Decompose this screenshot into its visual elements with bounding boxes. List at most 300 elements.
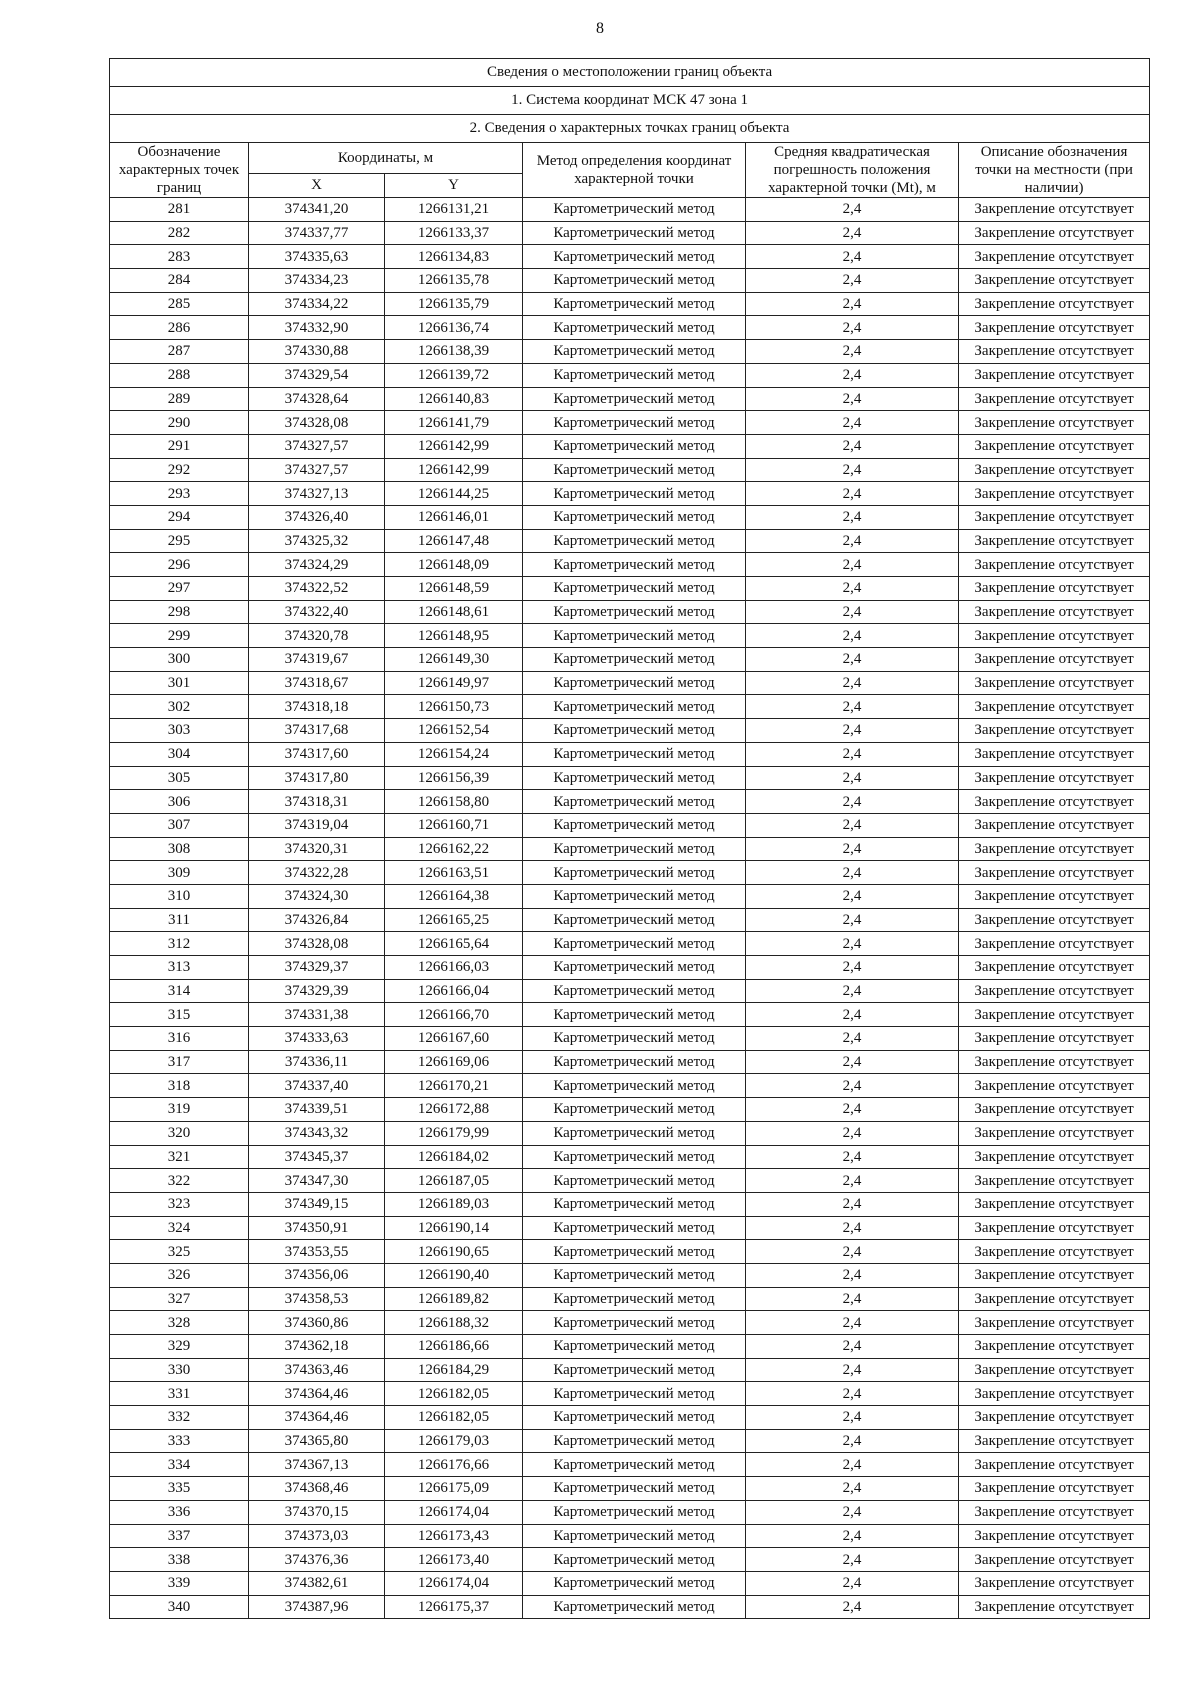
cell-y: 1266148,59 — [385, 577, 523, 601]
cell-x: 374324,29 — [249, 553, 385, 577]
cell-method: Картометрический метод — [523, 1358, 746, 1382]
cell-description: Закрепление отсутствует — [959, 1027, 1150, 1051]
cell-error: 2,4 — [746, 434, 959, 458]
cell-description: Закрепление отсутствует — [959, 411, 1150, 435]
cell-error: 2,4 — [746, 648, 959, 672]
table-row — [110, 648, 1150, 672]
cell-x: 374362,18 — [249, 1335, 385, 1359]
cell-x: 374329,54 — [249, 363, 385, 387]
cell-method: Картометрический метод — [523, 1216, 746, 1240]
cell-y: 1266175,09 — [385, 1477, 523, 1501]
cell-y: 1266149,97 — [385, 671, 523, 695]
table-row — [110, 1074, 1150, 1098]
cell-error: 2,4 — [746, 221, 959, 245]
cell-x: 374325,32 — [249, 529, 385, 553]
cell-description: Закрепление отсутствует — [959, 292, 1150, 316]
cell-description: Закрепление отсутствует — [959, 1595, 1150, 1619]
cell-x: 374376,36 — [249, 1548, 385, 1572]
cell-method: Картометрический метод — [523, 1382, 746, 1406]
cell-method: Картометрический метод — [523, 1500, 746, 1524]
cell-description: Закрепление отсутствует — [959, 600, 1150, 624]
cell-description: Закрепление отсутствует — [959, 837, 1150, 861]
cell-description: Закрепление отсутствует — [959, 861, 1150, 885]
cell-x: 374333,63 — [249, 1027, 385, 1051]
cell-method: Картометрический метод — [523, 861, 746, 885]
cell-y: 1266190,65 — [385, 1240, 523, 1264]
cell-error: 2,4 — [746, 813, 959, 837]
cell-point: 282 — [110, 221, 249, 245]
table-body — [110, 198, 1150, 1619]
cell-point: 285 — [110, 292, 249, 316]
table-row — [110, 837, 1150, 861]
table-row — [110, 221, 1150, 245]
cell-y: 1266156,39 — [385, 766, 523, 790]
cell-method: Картометрический метод — [523, 1595, 746, 1619]
cell-error: 2,4 — [746, 624, 959, 648]
table-row — [110, 1524, 1150, 1548]
cell-description: Закрепление отсутствует — [959, 1335, 1150, 1359]
cell-method: Картометрический метод — [523, 1003, 746, 1027]
table-row — [110, 908, 1150, 932]
table-row — [110, 1571, 1150, 1595]
cell-y: 1266179,03 — [385, 1429, 523, 1453]
cell-x: 374322,28 — [249, 861, 385, 885]
cell-error: 2,4 — [746, 884, 959, 908]
cell-error: 2,4 — [746, 316, 959, 340]
cell-description: Закрепление отсутствует — [959, 577, 1150, 601]
cell-error: 2,4 — [746, 837, 959, 861]
cell-y: 1266167,60 — [385, 1027, 523, 1051]
cell-method: Картометрический метод — [523, 1240, 746, 1264]
cell-point: 284 — [110, 269, 249, 293]
cell-point: 291 — [110, 434, 249, 458]
cell-x: 374326,84 — [249, 908, 385, 932]
cell-point: 311 — [110, 908, 249, 932]
table-row — [110, 458, 1150, 482]
cell-description: Закрепление отсутствует — [959, 1406, 1150, 1430]
cell-point: 281 — [110, 198, 249, 222]
cell-error: 2,4 — [746, 695, 959, 719]
cell-y: 1266166,70 — [385, 1003, 523, 1027]
cell-point: 296 — [110, 553, 249, 577]
cell-error: 2,4 — [746, 1003, 959, 1027]
cell-method: Картометрический метод — [523, 884, 746, 908]
cell-method: Картометрический метод — [523, 529, 746, 553]
cell-error: 2,4 — [746, 1477, 959, 1501]
cell-method: Картометрический метод — [523, 1548, 746, 1572]
cell-error: 2,4 — [746, 1595, 959, 1619]
cell-x: 374358,53 — [249, 1287, 385, 1311]
cell-method: Картометрический метод — [523, 648, 746, 672]
cell-y: 1266166,04 — [385, 979, 523, 1003]
cell-x: 374327,57 — [249, 434, 385, 458]
cell-point: 292 — [110, 458, 249, 482]
cell-y: 1266146,01 — [385, 505, 523, 529]
cell-error: 2,4 — [746, 529, 959, 553]
cell-method: Картометрический метод — [523, 837, 746, 861]
cell-point: 289 — [110, 387, 249, 411]
cell-error: 2,4 — [746, 1192, 959, 1216]
cell-description: Закрепление отсутствует — [959, 956, 1150, 980]
cell-x: 374320,78 — [249, 624, 385, 648]
cell-y: 1266182,05 — [385, 1406, 523, 1430]
table-row — [110, 434, 1150, 458]
cell-error: 2,4 — [746, 1429, 959, 1453]
cell-point: 331 — [110, 1382, 249, 1406]
cell-description: Закрепление отсутствует — [959, 719, 1150, 743]
cell-method: Картометрический метод — [523, 1169, 746, 1193]
cell-description: Закрепление отсутствует — [959, 1098, 1150, 1122]
cell-point: 319 — [110, 1098, 249, 1122]
cell-y: 1266131,21 — [385, 198, 523, 222]
cell-point: 295 — [110, 529, 249, 553]
cell-description: Закрепление отсутствует — [959, 505, 1150, 529]
cell-point: 327 — [110, 1287, 249, 1311]
cell-y: 1266160,71 — [385, 813, 523, 837]
cell-description: Закрепление отсутствует — [959, 340, 1150, 364]
table-row — [110, 932, 1150, 956]
table-title-location: Сведения о местоположении границ объекта — [110, 59, 1150, 87]
cell-description: Закрепление отсутствует — [959, 1050, 1150, 1074]
cell-method: Картометрический метод — [523, 363, 746, 387]
table-row — [110, 1027, 1150, 1051]
cell-point: 294 — [110, 505, 249, 529]
cell-method: Картометрический метод — [523, 482, 746, 506]
cell-point: 297 — [110, 577, 249, 601]
cell-error: 2,4 — [746, 1311, 959, 1335]
cell-y: 1266150,73 — [385, 695, 523, 719]
cell-error: 2,4 — [746, 1216, 959, 1240]
cell-method: Картометрический метод — [523, 671, 746, 695]
cell-x: 374322,52 — [249, 577, 385, 601]
table-row — [110, 719, 1150, 743]
table-row — [110, 1121, 1150, 1145]
cell-method: Картометрический метод — [523, 813, 746, 837]
cell-x: 374332,90 — [249, 316, 385, 340]
cell-y: 1266184,02 — [385, 1145, 523, 1169]
cell-x: 374319,04 — [249, 813, 385, 837]
cell-x: 374373,03 — [249, 1524, 385, 1548]
table-title-coordinate-system: 1. Система координат МСК 47 зона 1 — [110, 87, 1150, 115]
cell-method: Картометрический метод — [523, 577, 746, 601]
cell-method: Картометрический метод — [523, 1074, 746, 1098]
cell-x: 374328,64 — [249, 387, 385, 411]
cell-method: Картометрический метод — [523, 1453, 746, 1477]
cell-error: 2,4 — [746, 245, 959, 269]
cell-point: 290 — [110, 411, 249, 435]
cell-point: 330 — [110, 1358, 249, 1382]
cell-method: Картометрический метод — [523, 221, 746, 245]
table-row — [110, 1358, 1150, 1382]
cell-x: 374329,37 — [249, 956, 385, 980]
cell-description: Закрепление отсутствует — [959, 269, 1150, 293]
table-row — [110, 1453, 1150, 1477]
cell-description: Закрепление отсутствует — [959, 1358, 1150, 1382]
cell-error: 2,4 — [746, 458, 959, 482]
cell-x: 374343,32 — [249, 1121, 385, 1145]
cell-method: Картометрический метод — [523, 1311, 746, 1335]
cell-description: Закрепление отсутствует — [959, 553, 1150, 577]
cell-y: 1266173,40 — [385, 1548, 523, 1572]
cell-description: Закрепление отсутствует — [959, 1192, 1150, 1216]
cell-method: Картометрический метод — [523, 956, 746, 980]
cell-description: Закрепление отсутствует — [959, 316, 1150, 340]
cell-description: Закрепление отсутствует — [959, 648, 1150, 672]
table-row — [110, 1263, 1150, 1287]
cell-error: 2,4 — [746, 956, 959, 980]
cell-description: Закрепление отсутствует — [959, 529, 1150, 553]
cell-error: 2,4 — [746, 790, 959, 814]
cell-description: Закрепление отсутствует — [959, 695, 1150, 719]
cell-x: 374319,67 — [249, 648, 385, 672]
cell-error: 2,4 — [746, 1335, 959, 1359]
cell-description: Закрепление отсутствует — [959, 1145, 1150, 1169]
cell-point: 312 — [110, 932, 249, 956]
cell-x: 374339,51 — [249, 1098, 385, 1122]
cell-point: 321 — [110, 1145, 249, 1169]
table-row — [110, 1240, 1150, 1264]
table-row — [110, 813, 1150, 837]
cell-point: 310 — [110, 884, 249, 908]
table-row — [110, 1406, 1150, 1430]
table-row — [110, 624, 1150, 648]
cell-error: 2,4 — [746, 1169, 959, 1193]
cell-method: Картометрический метод — [523, 340, 746, 364]
cell-point: 302 — [110, 695, 249, 719]
cell-description: Закрепление отсутствует — [959, 790, 1150, 814]
table-row — [110, 600, 1150, 624]
cell-description: Закрепление отсутствует — [959, 387, 1150, 411]
cell-point: 307 — [110, 813, 249, 837]
cell-x: 374368,46 — [249, 1477, 385, 1501]
cell-method: Картометрический метод — [523, 624, 746, 648]
cell-description: Закрепление отсутствует — [959, 1240, 1150, 1264]
cell-method: Картометрический метод — [523, 932, 746, 956]
table-row — [110, 269, 1150, 293]
cell-y: 1266165,64 — [385, 932, 523, 956]
cell-x: 374387,96 — [249, 1595, 385, 1619]
cell-point: 323 — [110, 1192, 249, 1216]
cell-point: 324 — [110, 1216, 249, 1240]
cell-point: 335 — [110, 1477, 249, 1501]
cell-point: 339 — [110, 1571, 249, 1595]
cell-point: 286 — [110, 316, 249, 340]
cell-method: Картометрический метод — [523, 387, 746, 411]
cell-method: Картометрический метод — [523, 1429, 746, 1453]
table-row — [110, 671, 1150, 695]
cell-y: 1266176,66 — [385, 1453, 523, 1477]
cell-y: 1266190,40 — [385, 1263, 523, 1287]
cell-error: 2,4 — [746, 577, 959, 601]
cell-error: 2,4 — [746, 1098, 959, 1122]
cell-y: 1266140,83 — [385, 387, 523, 411]
cell-error: 2,4 — [746, 1145, 959, 1169]
cell-method: Картометрический метод — [523, 695, 746, 719]
cell-point: 306 — [110, 790, 249, 814]
cell-description: Закрепление отсутствует — [959, 1216, 1150, 1240]
cell-method: Картометрический метод — [523, 600, 746, 624]
cell-method: Картометрический метод — [523, 908, 746, 932]
cell-x: 374328,08 — [249, 932, 385, 956]
table-row — [110, 1192, 1150, 1216]
table-row — [110, 482, 1150, 506]
cell-point: 303 — [110, 719, 249, 743]
cell-x: 374365,80 — [249, 1429, 385, 1453]
cell-x: 374336,11 — [249, 1050, 385, 1074]
cell-description: Закрепление отсутствует — [959, 1003, 1150, 1027]
cell-y: 1266148,61 — [385, 600, 523, 624]
cell-x: 374329,39 — [249, 979, 385, 1003]
cell-error: 2,4 — [746, 363, 959, 387]
table-row — [110, 198, 1150, 222]
cell-error: 2,4 — [746, 505, 959, 529]
cell-point: 338 — [110, 1548, 249, 1572]
cell-x: 374353,55 — [249, 1240, 385, 1264]
table-row — [110, 790, 1150, 814]
cell-y: 1266184,29 — [385, 1358, 523, 1382]
page-number: 8 — [596, 20, 604, 37]
cell-y: 1266175,37 — [385, 1595, 523, 1619]
cell-description: Закрепление отсутствует — [959, 1571, 1150, 1595]
cell-description: Закрепление отсутствует — [959, 1524, 1150, 1548]
cell-error: 2,4 — [746, 932, 959, 956]
cell-y: 1266139,72 — [385, 363, 523, 387]
cell-x: 374330,88 — [249, 340, 385, 364]
cell-x: 374320,31 — [249, 837, 385, 861]
cell-x: 374364,46 — [249, 1406, 385, 1430]
cell-error: 2,4 — [746, 719, 959, 743]
table-row — [110, 505, 1150, 529]
cell-error: 2,4 — [746, 671, 959, 695]
header-y: Y — [385, 174, 523, 198]
table-row — [110, 979, 1150, 1003]
table-row — [110, 1098, 1150, 1122]
cell-point: 316 — [110, 1027, 249, 1051]
cell-x: 374367,13 — [249, 1453, 385, 1477]
cell-description: Закрепление отсутствует — [959, 458, 1150, 482]
cell-point: 320 — [110, 1121, 249, 1145]
cell-point: 315 — [110, 1003, 249, 1027]
cell-y: 1266154,24 — [385, 742, 523, 766]
cell-error: 2,4 — [746, 1358, 959, 1382]
cell-method: Картометрический метод — [523, 1050, 746, 1074]
table-row — [110, 1429, 1150, 1453]
table-row — [110, 742, 1150, 766]
cell-method: Картометрический метод — [523, 1524, 746, 1548]
table-row — [110, 1500, 1150, 1524]
cell-point: 309 — [110, 861, 249, 885]
cell-error: 2,4 — [746, 553, 959, 577]
cell-point: 332 — [110, 1406, 249, 1430]
cell-error: 2,4 — [746, 1571, 959, 1595]
table-row — [110, 1287, 1150, 1311]
cell-x: 374322,40 — [249, 600, 385, 624]
cell-y: 1266179,99 — [385, 1121, 523, 1145]
cell-y: 1266162,22 — [385, 837, 523, 861]
cell-x: 374318,18 — [249, 695, 385, 719]
cell-method: Картометрический метод — [523, 198, 746, 222]
cell-point: 334 — [110, 1453, 249, 1477]
cell-point: 325 — [110, 1240, 249, 1264]
cell-point: 317 — [110, 1050, 249, 1074]
table-row — [110, 1311, 1150, 1335]
cell-point: 313 — [110, 956, 249, 980]
cell-description: Закрепление отсутствует — [959, 908, 1150, 932]
cell-x: 374334,23 — [249, 269, 385, 293]
cell-point: 298 — [110, 600, 249, 624]
cell-x: 374318,67 — [249, 671, 385, 695]
cell-point: 329 — [110, 1335, 249, 1359]
cell-point: 322 — [110, 1169, 249, 1193]
cell-y: 1266182,05 — [385, 1382, 523, 1406]
cell-description: Закрепление отсутствует — [959, 198, 1150, 222]
cell-y: 1266136,74 — [385, 316, 523, 340]
cell-error: 2,4 — [746, 1263, 959, 1287]
cell-error: 2,4 — [746, 269, 959, 293]
cell-error: 2,4 — [746, 861, 959, 885]
cell-method: Картометрический метод — [523, 790, 746, 814]
table-row — [110, 1477, 1150, 1501]
cell-error: 2,4 — [746, 1240, 959, 1264]
cell-error: 2,4 — [746, 1121, 959, 1145]
cell-x: 374360,86 — [249, 1311, 385, 1335]
cell-method: Картометрический метод — [523, 1192, 746, 1216]
cell-y: 1266149,30 — [385, 648, 523, 672]
cell-point: 299 — [110, 624, 249, 648]
cell-y: 1266190,14 — [385, 1216, 523, 1240]
table-row — [110, 956, 1150, 980]
cell-error: 2,4 — [746, 292, 959, 316]
cell-point: 305 — [110, 766, 249, 790]
cell-point: 318 — [110, 1074, 249, 1098]
cell-x: 374327,13 — [249, 482, 385, 506]
cell-x: 374337,40 — [249, 1074, 385, 1098]
table-row — [110, 387, 1150, 411]
table-row — [110, 363, 1150, 387]
cell-error: 2,4 — [746, 1287, 959, 1311]
cell-method: Картометрический метод — [523, 719, 746, 743]
cell-x: 374335,63 — [249, 245, 385, 269]
cell-y: 1266148,95 — [385, 624, 523, 648]
cell-point: 328 — [110, 1311, 249, 1335]
cell-x: 374326,40 — [249, 505, 385, 529]
cell-error: 2,4 — [746, 979, 959, 1003]
cell-description: Закрепление отсутствует — [959, 1074, 1150, 1098]
cell-point: 337 — [110, 1524, 249, 1548]
cell-y: 1266147,48 — [385, 529, 523, 553]
cell-error: 2,4 — [746, 387, 959, 411]
cell-point: 336 — [110, 1500, 249, 1524]
cell-error: 2,4 — [746, 1027, 959, 1051]
table-row — [110, 1145, 1150, 1169]
cell-y: 1266166,03 — [385, 956, 523, 980]
table-row — [110, 529, 1150, 553]
cell-method: Картометрический метод — [523, 411, 746, 435]
cell-error: 2,4 — [746, 600, 959, 624]
cell-y: 1266165,25 — [385, 908, 523, 932]
cell-error: 2,4 — [746, 742, 959, 766]
cell-method: Картометрический метод — [523, 1145, 746, 1169]
cell-description: Закрепление отсутствует — [959, 1429, 1150, 1453]
cell-method: Картометрический метод — [523, 766, 746, 790]
cell-method: Картометрический метод — [523, 553, 746, 577]
cell-y: 1266144,25 — [385, 482, 523, 506]
boundary-points-table — [109, 58, 1150, 1619]
cell-y: 1266148,09 — [385, 553, 523, 577]
cell-point: 301 — [110, 671, 249, 695]
cell-description: Закрепление отсутствует — [959, 221, 1150, 245]
cell-description: Закрепление отсутствует — [959, 1477, 1150, 1501]
